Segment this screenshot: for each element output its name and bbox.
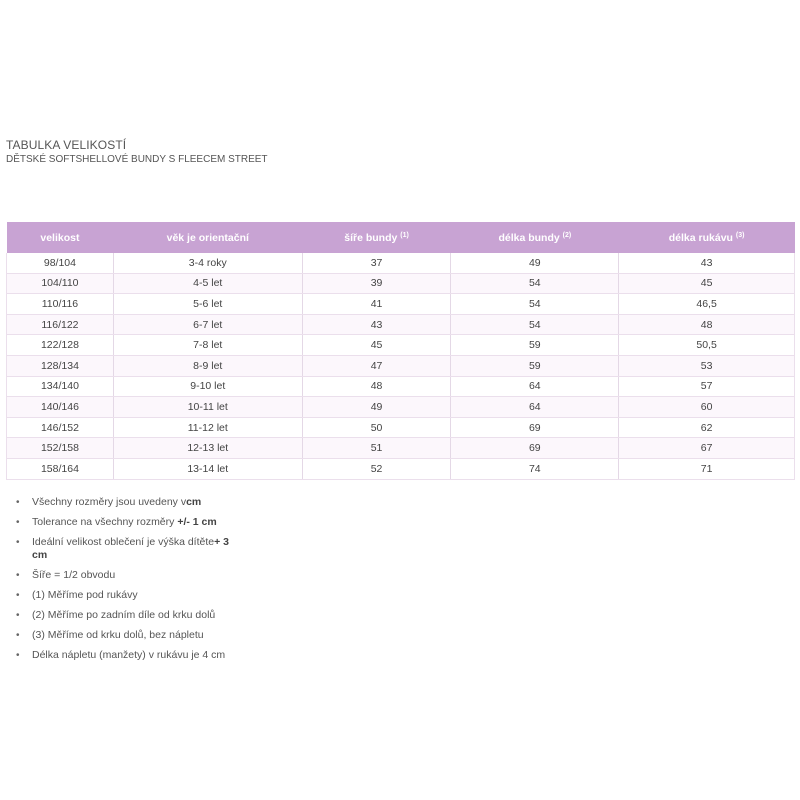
table-cell: 3-4 roky	[113, 253, 302, 273]
column-header	[113, 222, 302, 253]
table-cell: 46,5	[619, 294, 795, 315]
table-cell: 110/116	[7, 294, 114, 315]
column-header-label: věk je orientační	[166, 231, 249, 244]
column-header-footnote: (2)	[562, 231, 572, 239]
table-cell: 57	[619, 376, 795, 397]
table-cell: 104/110	[7, 273, 114, 294]
table-cell: 11-12 let	[113, 417, 302, 438]
table-row	[7, 397, 795, 418]
table-cell: 116/122	[7, 314, 114, 335]
note-text: Tolerance na všechny rozměry	[32, 516, 178, 528]
bullet-icon: •	[16, 590, 20, 601]
table-cell: 9-10 let	[113, 376, 302, 397]
table-cell: 140/146	[7, 397, 114, 418]
table-cell: 39	[302, 273, 451, 294]
table-cell: 43	[302, 314, 451, 335]
column-header	[302, 222, 451, 253]
table-body	[7, 253, 795, 479]
table-cell: 59	[451, 335, 619, 356]
column-header-label: velikost	[40, 231, 80, 244]
table-row	[7, 273, 795, 294]
bullet-icon: •	[16, 497, 20, 508]
column-header	[619, 222, 795, 253]
column-header	[451, 222, 619, 253]
table-cell: 50,5	[619, 335, 795, 356]
note-item	[14, 649, 244, 662]
column-header-label: šíře bundy	[344, 231, 398, 244]
note-text: (1) Měříme pod rukávy	[32, 589, 138, 601]
table-cell: 4-5 let	[113, 273, 302, 294]
note-item	[14, 496, 244, 509]
bullet-icon: •	[16, 570, 20, 581]
table-cell: 45	[302, 335, 451, 356]
table-cell: 69	[451, 438, 619, 459]
table-cell: 5-6 let	[113, 294, 302, 315]
note-item	[14, 609, 244, 622]
table-cell: 41	[302, 294, 451, 315]
table-cell: 52	[302, 458, 451, 479]
note-emphasis: cm	[186, 496, 202, 508]
table-cell: 48	[302, 376, 451, 397]
note-item	[14, 589, 244, 602]
note-text: (3) Měříme od krku dolů, bez nápletu	[32, 629, 204, 641]
table-cell: 98/104	[7, 253, 114, 273]
table-cell: 49	[451, 253, 619, 273]
table-cell: 47	[302, 355, 451, 376]
column-header-footnote: (3)	[735, 231, 745, 239]
table-row	[7, 458, 795, 479]
table-cell: 128/134	[7, 355, 114, 376]
table-cell: 54	[451, 314, 619, 335]
table-cell: 51	[302, 438, 451, 459]
table-cell: 158/164	[7, 458, 114, 479]
table-row	[7, 335, 795, 356]
column-header	[7, 222, 114, 253]
notes-list	[14, 496, 244, 669]
note-emphasis: +/- 1 cm	[177, 516, 217, 528]
table-cell: 59	[451, 355, 619, 376]
table-cell: 146/152	[7, 417, 114, 438]
bullet-icon: •	[16, 610, 20, 621]
table-cell: 67	[619, 438, 795, 459]
table-cell: 134/140	[7, 376, 114, 397]
table-cell: 50	[302, 417, 451, 438]
table-cell: 8-9 let	[113, 355, 302, 376]
table-row	[7, 253, 795, 273]
note-item	[14, 536, 244, 562]
note-text: Všechny rozměry jsou uvedeny v	[32, 496, 187, 508]
table-cell: 10-11 let	[113, 397, 302, 418]
table-cell: 53	[619, 355, 795, 376]
table-row	[7, 417, 795, 438]
table-cell: 12-13 let	[113, 438, 302, 459]
table-cell: 62	[619, 417, 795, 438]
table-cell: 43	[619, 253, 795, 273]
page-title: TABULKA VELIKOSTÍ	[6, 138, 127, 152]
table-cell: 37	[302, 253, 451, 273]
table-cell: 45	[619, 273, 795, 294]
table-header	[7, 222, 795, 253]
column-header-label: délka rukávu	[668, 231, 733, 244]
table-cell: 49	[302, 397, 451, 418]
table-row	[7, 376, 795, 397]
table-cell: 6-7 let	[113, 314, 302, 335]
heading	[6, 138, 268, 166]
column-header-label: délka bundy	[498, 231, 560, 244]
table-cell: 54	[451, 273, 619, 294]
note-text: Délka nápletu (manžety) v rukávu je 4 cm	[32, 649, 226, 661]
table-cell: 13-14 let	[113, 458, 302, 479]
table-cell: 54	[451, 294, 619, 315]
table-cell: 7-8 let	[113, 335, 302, 356]
note-emphasis: + 3 cm	[32, 536, 229, 561]
note-text: Ideální velikost oblečení je výška dítěte	[32, 536, 215, 548]
table-row	[7, 294, 795, 315]
table-cell: 122/128	[7, 335, 114, 356]
bullet-icon: •	[16, 630, 20, 641]
bullet-icon: •	[16, 517, 20, 528]
column-header-footnote: (1)	[400, 231, 409, 239]
table-cell: 48	[619, 314, 795, 335]
table-row	[7, 314, 795, 335]
table-cell: 71	[619, 458, 795, 479]
size-table	[6, 222, 795, 480]
note-text: Šíře = 1/2 obvodu	[32, 569, 116, 581]
table-cell: 74	[451, 458, 619, 479]
table-cell: 152/158	[7, 438, 114, 459]
page-subtitle: DĚTSKÉ SOFTSHELLOVÉ BUNDY S FLEECEM STREET	[6, 154, 268, 165]
bullet-icon: •	[16, 650, 20, 661]
note-item	[14, 516, 244, 529]
note-item	[14, 629, 244, 642]
table-row	[7, 438, 795, 459]
note-text: (2) Měříme po zadním díle od krku dolů	[32, 609, 216, 621]
table-cell: 60	[619, 397, 795, 418]
note-item	[14, 569, 244, 582]
table-cell: 69	[451, 417, 619, 438]
table-cell: 64	[451, 376, 619, 397]
table-cell: 64	[451, 397, 619, 418]
bullet-icon: •	[16, 537, 20, 548]
header-row	[7, 222, 795, 253]
table-row	[7, 355, 795, 376]
